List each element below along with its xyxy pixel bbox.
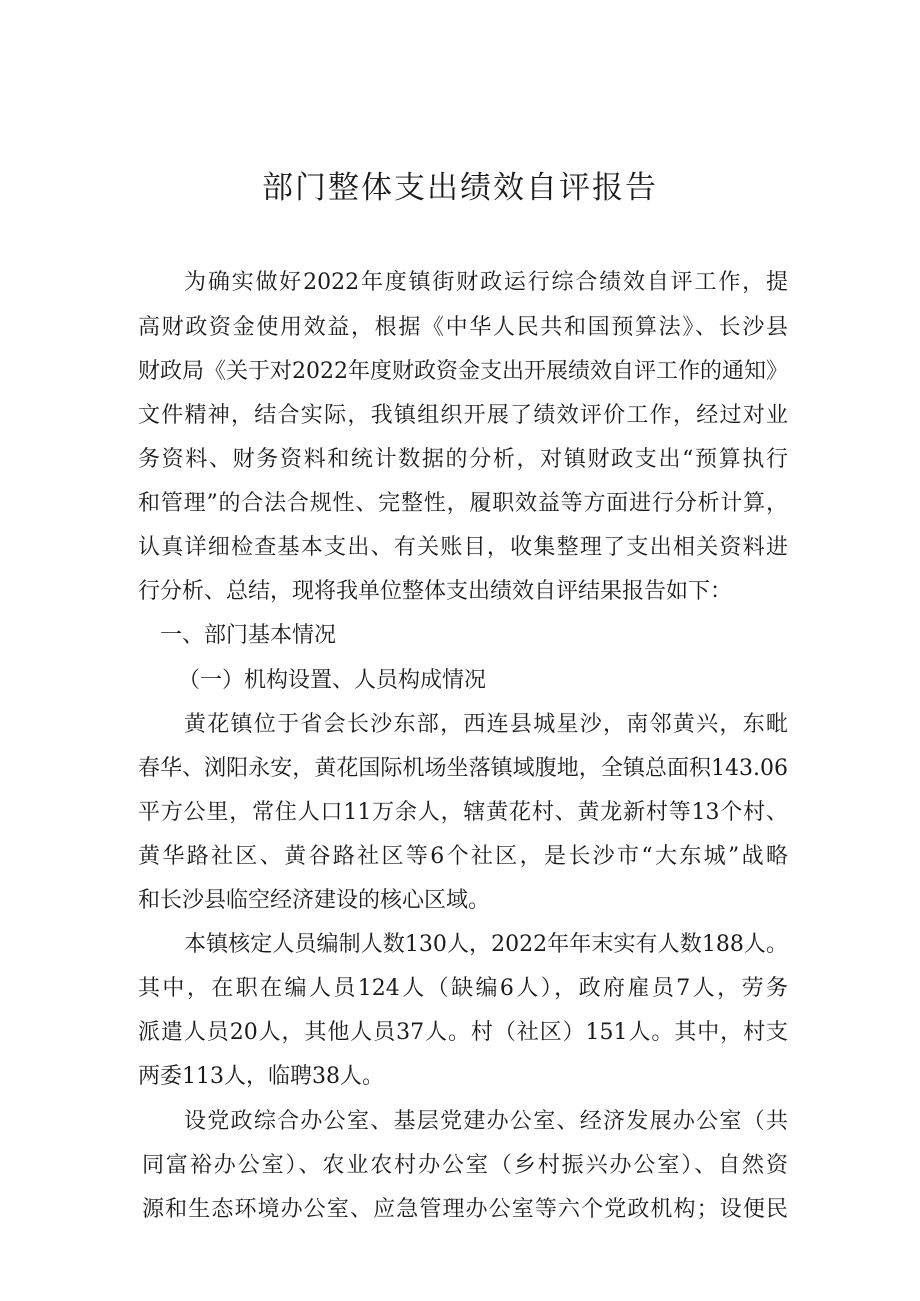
- intro-line: 认真详细检查基本支出、有关账目，收集整理了支出相关资料进: [138, 535, 788, 560]
- intro-line: 为确实做好2022年度镇街财政运行综合绩效自评工作，提: [184, 270, 788, 295]
- paragraph-line: 设党政综合办公室、基层党建办公室、经济发展办公室（共: [184, 1109, 788, 1134]
- paragraph-line: 本镇核定人员编制人数130人，2022年年末实有人数188人。: [184, 932, 788, 957]
- paragraph-line: 和长沙县临空经济建设的核心区域。: [138, 888, 491, 913]
- paragraph-line: 黄花镇位于省会长沙东部，西连县城星沙，南邻黄兴，东毗: [184, 712, 788, 737]
- intro-line: 务资料、财务资料和统计数据的分析，对镇财政支出“预算执行: [138, 447, 788, 472]
- intro-line: 财政局《关于对2022年度财政资金支出开展绩效自评工作的通知》: [138, 359, 788, 384]
- intro-line: 和管理”的合法合规性、完整性，履职效益等方面进行分析计算，: [138, 491, 788, 516]
- section-heading: 一、部门基本情况: [160, 623, 337, 648]
- paragraph-line: 同富裕办公室）、农业农村办公室（乡村振兴办公室）、自然资: [142, 1153, 788, 1178]
- paragraph-line: 黄华路社区、黄谷路社区等6个社区，是长沙市“大东城”战略: [138, 844, 788, 869]
- paragraph-line: 两委113人，临聘38人。: [138, 1064, 384, 1089]
- paragraph-line: 源和生态环境办公室、应急管理办公室等六个党政机构；设便民: [142, 1197, 788, 1222]
- paragraph-line: 春华、浏阳永安，黄花国际机场坐落镇域腹地，全镇总面积143.06: [138, 756, 788, 781]
- document-title: 部门整体支出绩效自评报告: [262, 170, 658, 206]
- intro-line: 高财政资金使用效益，根据《中华人民共和国预算法》、长沙县: [138, 315, 788, 340]
- intro-line: 文件精神，结合实际，我镇组织开展了绩效评价工作，经过对业: [138, 403, 788, 428]
- paragraph-line: 派遣人员20人，其他人员37人。村（社区）151人。其中，村支: [138, 1020, 788, 1045]
- paragraph-line: 平方公里，常住人口11万余人，辖黄花村、黄龙新村等13个村、: [138, 800, 788, 825]
- subsection-heading: （一）机构设置、人员构成情况: [178, 668, 487, 693]
- intro-line: 行分析、总结，现将我单位整体支出绩效自评结果报告如下：: [138, 579, 733, 604]
- paragraph-line: 其中，在职在编人员124人（缺编6人），政府雇员7人，劳务: [138, 976, 788, 1001]
